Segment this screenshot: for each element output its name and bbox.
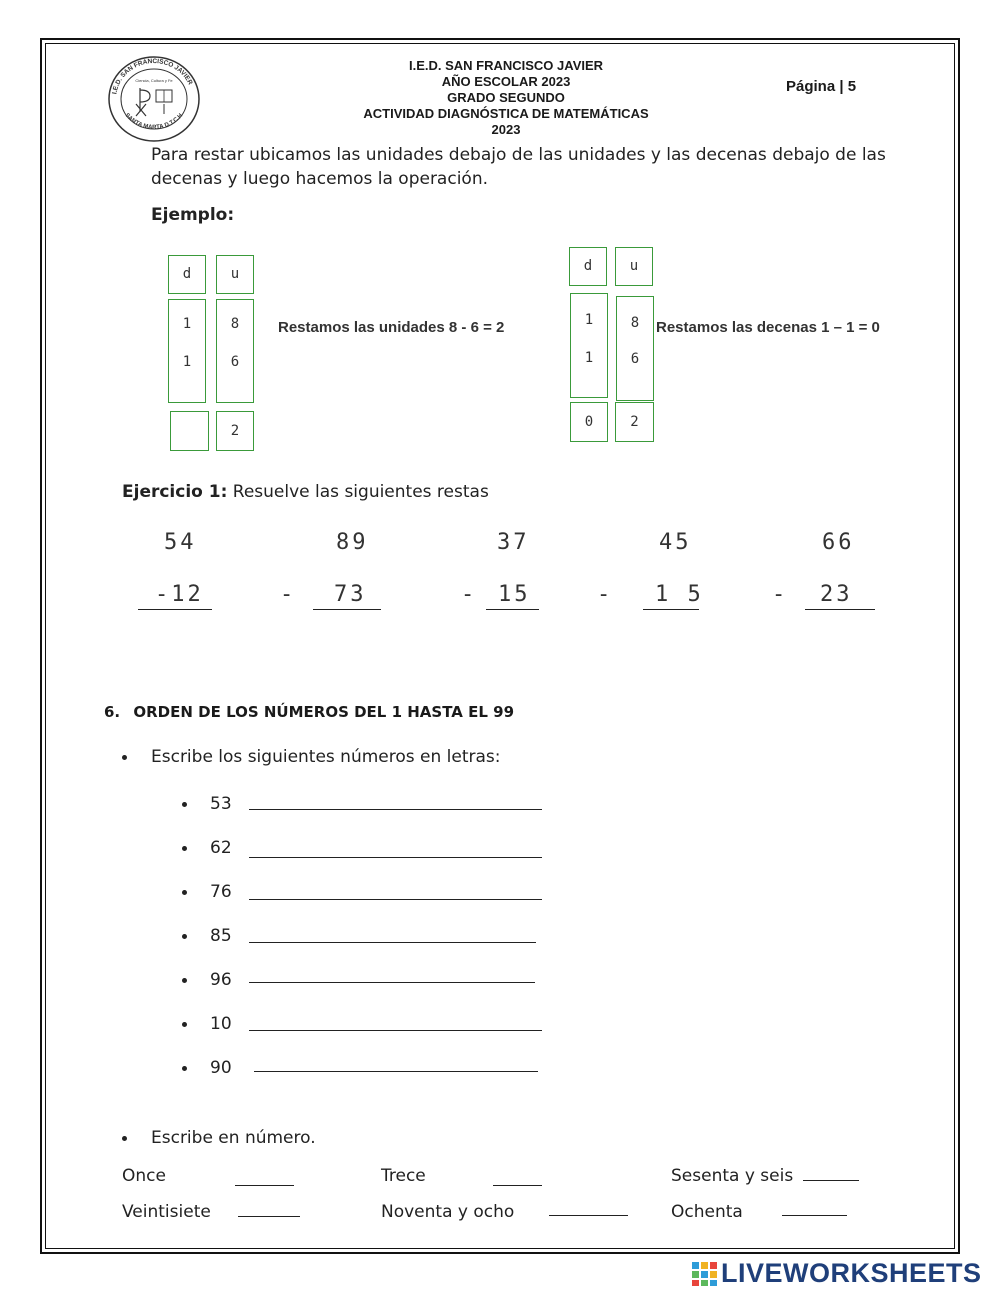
answer-line-veintisiete[interactable] bbox=[238, 1216, 300, 1217]
bullet-icon bbox=[182, 1022, 187, 1027]
ex2-tens-digit-1: 1 bbox=[584, 312, 594, 328]
answer-line-trece[interactable] bbox=[493, 1185, 542, 1186]
bullet-icon bbox=[122, 1136, 127, 1141]
word-trece: Trece bbox=[381, 1166, 426, 1186]
section-6-number: 6. bbox=[104, 703, 121, 721]
answer-line-sesenta-y-seis[interactable] bbox=[803, 1180, 859, 1181]
ex1-result-units: 2 bbox=[216, 411, 254, 451]
ex1-note: Restamos las unidades 8 - 6 = 2 bbox=[278, 319, 505, 336]
number-76: 76 bbox=[210, 882, 232, 902]
exercise1-label: Ejercicio 1: bbox=[122, 482, 228, 502]
ex1-tens-column bbox=[168, 299, 206, 403]
ex1-tens-header: d bbox=[168, 255, 206, 294]
instruction-numbers: Escribe en número. bbox=[151, 1128, 316, 1148]
ex2-note: Restamos las decenas 1 – 1 = 0 bbox=[656, 319, 880, 336]
ex1-units-column bbox=[216, 299, 254, 403]
answer-line-10[interactable] bbox=[249, 1030, 542, 1031]
liveworksheets-logo bbox=[692, 1258, 982, 1289]
number-62: 62 bbox=[210, 838, 232, 858]
word-veintisiete: Veintisiete bbox=[122, 1202, 211, 1222]
ex1-tens-digit-2: 1 bbox=[182, 354, 192, 370]
problem-4-top: 45 bbox=[659, 530, 692, 555]
school-name: I.E.D. SAN FRANCISCO JAVIER bbox=[408, 58, 604, 73]
problem-1-bottom: -12 bbox=[155, 582, 204, 607]
liveworksheets-icon bbox=[692, 1262, 718, 1286]
seal-bottom-text: SANTA MARTA D.T.C.H bbox=[123, 112, 185, 131]
word-once: Once bbox=[122, 1166, 166, 1186]
problem-5-minus: - bbox=[772, 582, 789, 607]
answer-line-once[interactable] bbox=[235, 1185, 294, 1186]
seal-top-text: I.E.D. SAN FRANCISCO JAVIER bbox=[111, 57, 194, 95]
answer-line-62[interactable] bbox=[249, 857, 542, 858]
page-number: Página | 5 bbox=[786, 78, 857, 95]
activity-year: 2023 bbox=[491, 122, 521, 137]
answer-line-96[interactable] bbox=[249, 982, 535, 983]
answer-line-90[interactable] bbox=[254, 1071, 538, 1072]
number-53: 53 bbox=[210, 794, 232, 814]
problem-4-minus: - bbox=[597, 582, 614, 607]
svg-text:I.E.D. SAN FRANCISCO JAVIER bbox=[111, 58, 193, 95]
word-noventa-y-ocho: Noventa y ocho bbox=[381, 1202, 515, 1222]
problem-2-minus: - bbox=[280, 582, 297, 607]
answer-line-53[interactable] bbox=[249, 809, 542, 810]
ex2-units-header: u bbox=[615, 247, 653, 286]
problem-5-bottom: 23 bbox=[820, 582, 853, 607]
example-label: Ejemplo: bbox=[151, 205, 235, 225]
number-96: 96 bbox=[210, 970, 232, 990]
problem-3-minus: - bbox=[461, 582, 478, 607]
ex1-result-tens bbox=[170, 411, 209, 451]
grade: GRADO SEGUNDO bbox=[447, 90, 565, 105]
ex2-tens-digit-2: 1 bbox=[584, 350, 594, 366]
ex2-tens-column bbox=[570, 293, 608, 398]
word-ochenta: Ochenta bbox=[671, 1202, 743, 1222]
number-85: 85 bbox=[210, 926, 232, 946]
ex2-result-units: 2 bbox=[615, 402, 654, 442]
ex1-units-header: u bbox=[216, 255, 254, 294]
ex1-units-digit-1: 8 bbox=[230, 316, 240, 332]
bullet-icon bbox=[182, 978, 187, 983]
ex1-units-digit-2: 6 bbox=[230, 354, 240, 370]
ex1-tens-digit-1: 1 bbox=[182, 316, 192, 332]
liveworksheets-brand: LIVEWORKSHEETS bbox=[721, 1258, 982, 1288]
bullet-icon bbox=[182, 890, 187, 895]
problem-5-top: 66 bbox=[822, 530, 855, 555]
problem-3-top: 37 bbox=[497, 530, 530, 555]
ex2-units-column bbox=[616, 296, 654, 401]
activity-title: ACTIVIDAD DIAGNÓSTICA DE MATEMÁTICAS bbox=[363, 106, 649, 121]
ex2-tens-header: d bbox=[569, 247, 607, 286]
number-90: 90 bbox=[210, 1058, 232, 1078]
problem-5-answer-line[interactable] bbox=[805, 609, 875, 610]
ex2-result-tens: 0 bbox=[570, 402, 608, 442]
seal-motto: Ciencia, Cultura y Fe bbox=[135, 78, 173, 83]
intro-text: Para restar ubicamos las unidades debajo de las unidades y las decenas debajo de las decenas y luego hacemos la operación. bbox=[151, 145, 886, 189]
ex2-units-digit-2: 6 bbox=[630, 351, 640, 367]
instruction-words: Escribe los siguientes números en letras: bbox=[151, 747, 501, 767]
word-sesenta-y-seis: Sesenta y seis bbox=[671, 1166, 794, 1186]
answer-line-85[interactable] bbox=[249, 942, 536, 943]
section-6-heading bbox=[104, 703, 514, 721]
number-10: 10 bbox=[210, 1014, 232, 1034]
school-year: AÑO ESCOLAR 2023 bbox=[441, 74, 571, 89]
svg-text:SANTA MARTA D.T.C.H bbox=[124, 112, 185, 130]
bullet-icon bbox=[182, 802, 187, 807]
exercise1-heading bbox=[122, 480, 489, 504]
problem-4-answer-line[interactable] bbox=[643, 609, 699, 610]
answer-line-76[interactable] bbox=[249, 899, 542, 900]
answer-line-ochenta[interactable] bbox=[782, 1215, 847, 1216]
school-seal bbox=[106, 54, 202, 144]
bullet-icon bbox=[122, 755, 127, 760]
problem-2-top: 89 bbox=[336, 530, 369, 555]
problem-2-bottom: 73 bbox=[334, 582, 367, 607]
problem-1-answer-line[interactable] bbox=[138, 609, 212, 610]
problem-4-bottom: 1 5 bbox=[655, 582, 704, 607]
answer-line-noventa-y-ocho[interactable] bbox=[549, 1215, 628, 1216]
problem-1-top: 54 bbox=[164, 530, 197, 555]
section-6-title: ORDEN DE LOS NÚMEROS DEL 1 HASTA EL 99 bbox=[133, 703, 515, 721]
bullet-icon bbox=[182, 1066, 187, 1071]
problem-3-bottom: 15 bbox=[498, 582, 531, 607]
problem-3-answer-line[interactable] bbox=[486, 609, 539, 610]
bullet-icon bbox=[182, 846, 187, 851]
bullet-icon bbox=[182, 934, 187, 939]
problem-2-answer-line[interactable] bbox=[313, 609, 381, 610]
ex2-units-digit-1: 8 bbox=[630, 315, 640, 331]
exercise1-instruction: Resuelve las siguientes restas bbox=[232, 482, 489, 502]
